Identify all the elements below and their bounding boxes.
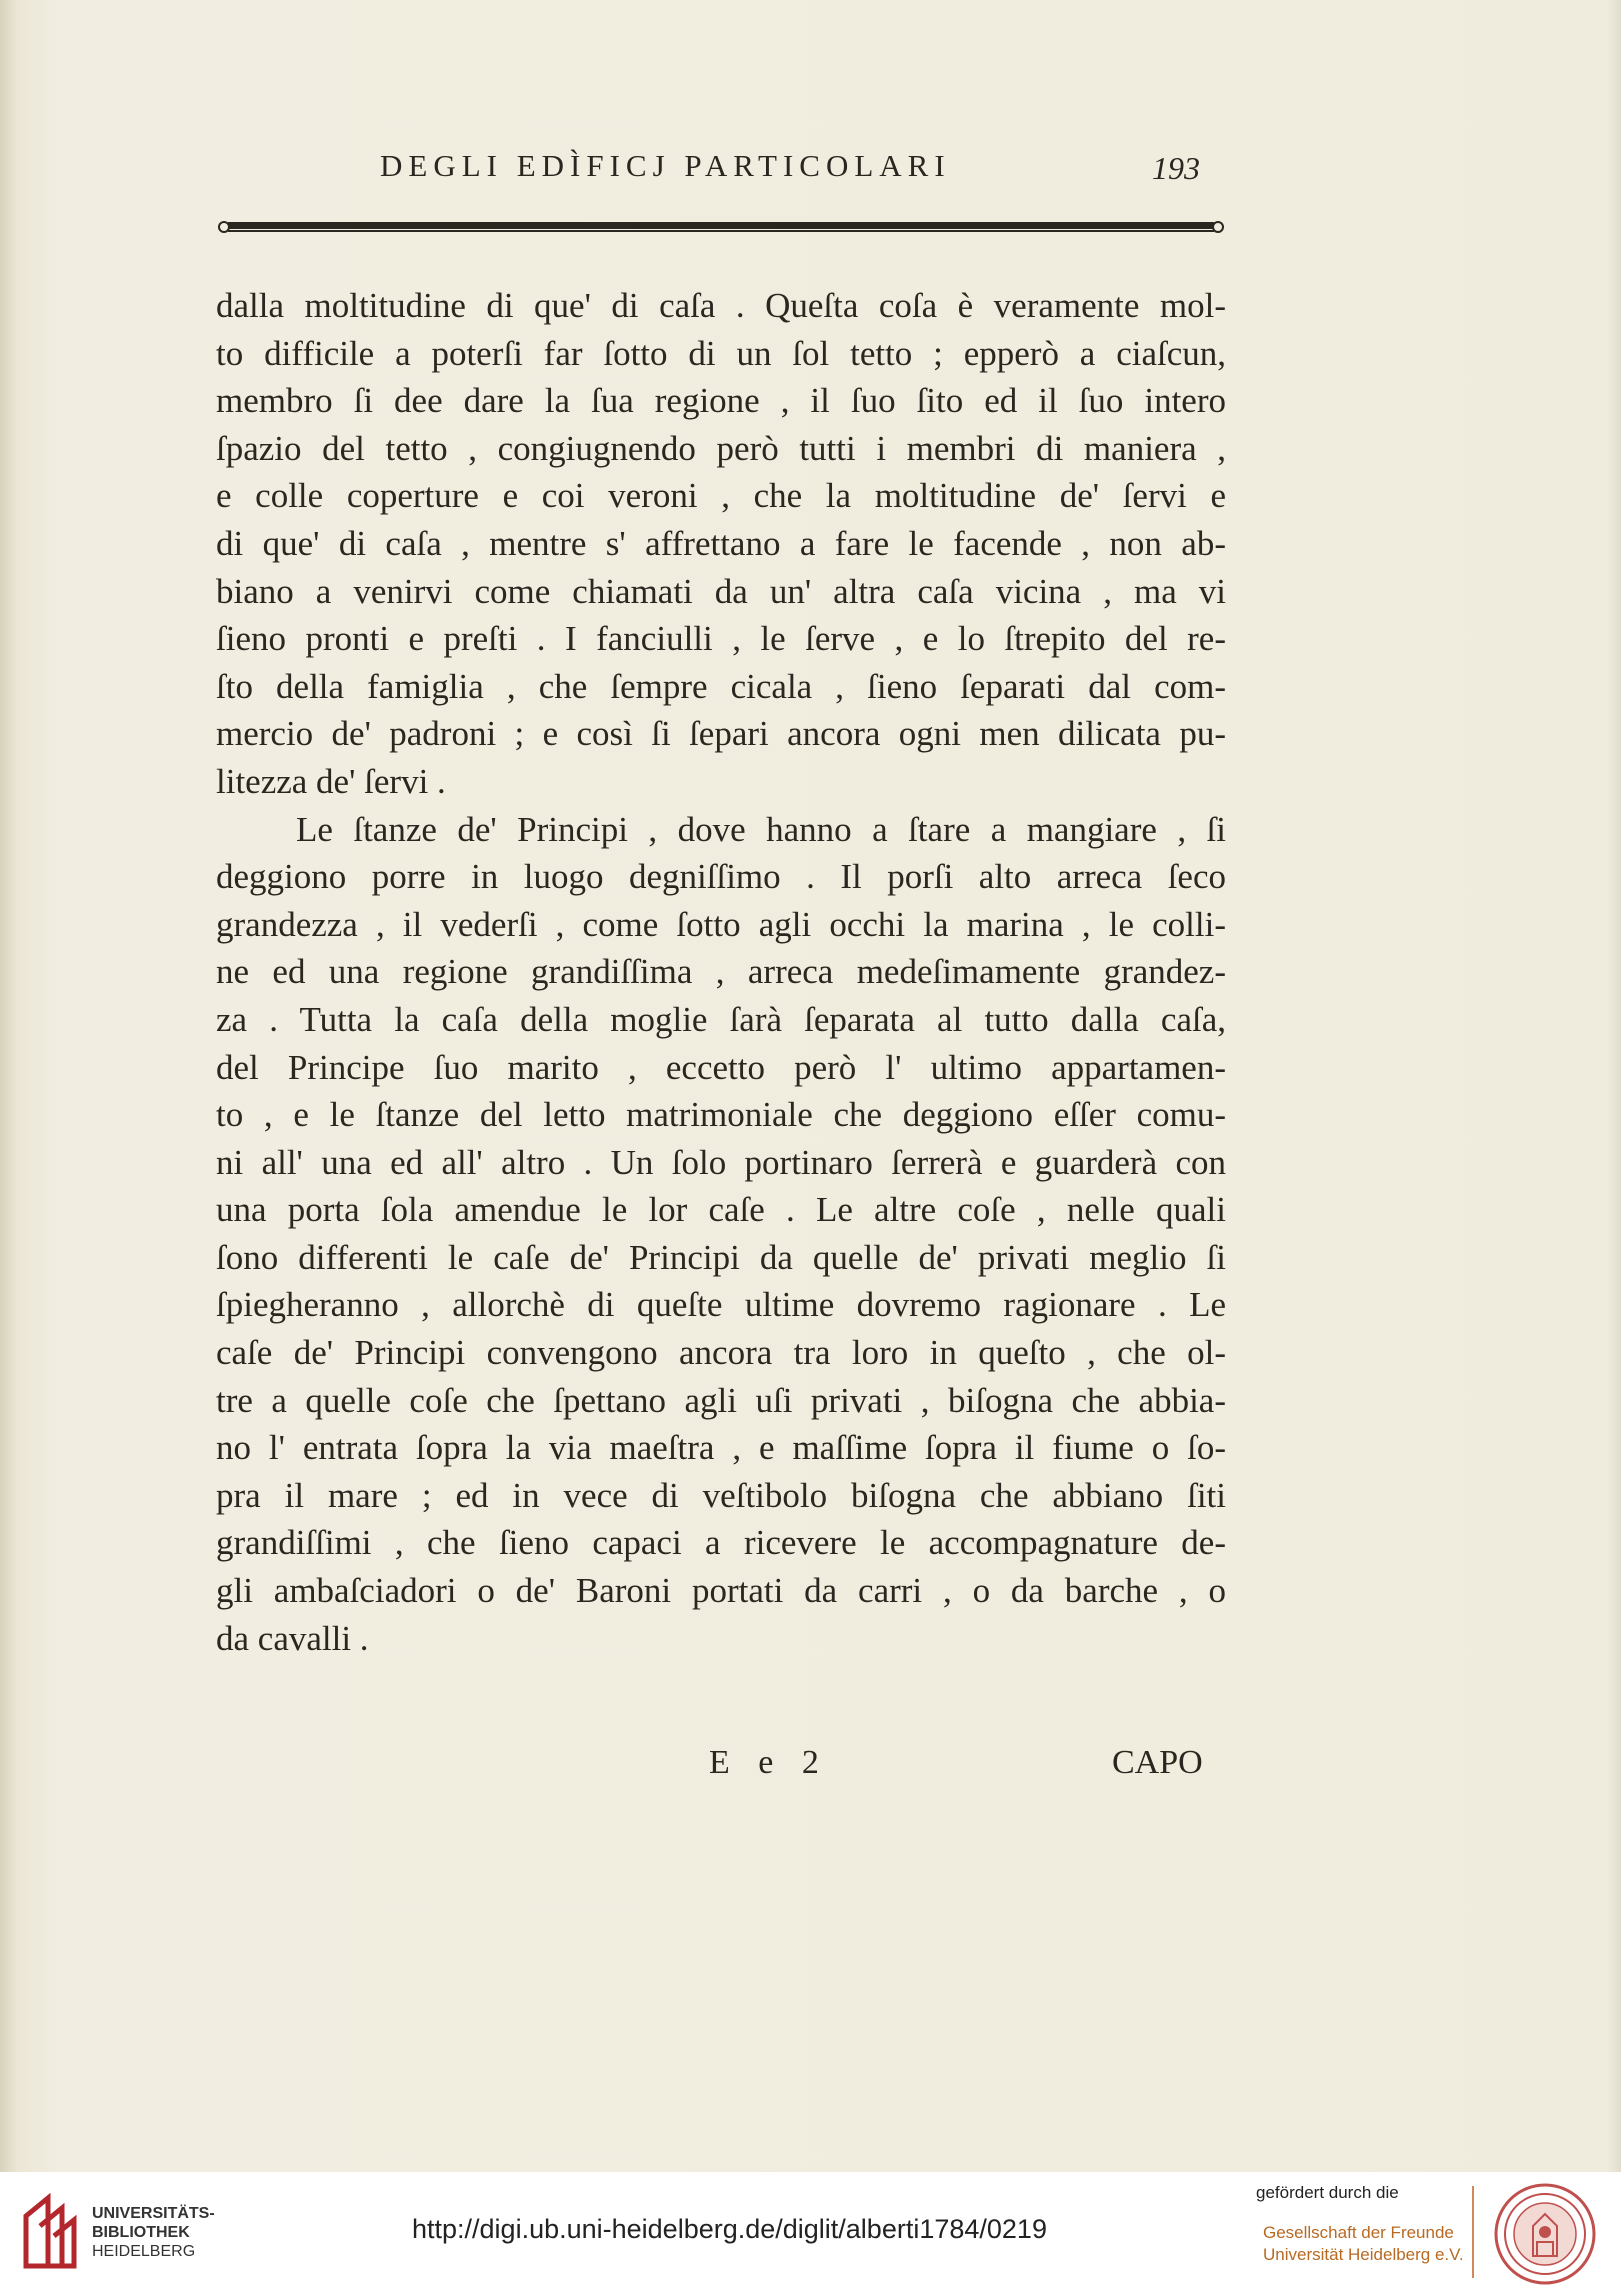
- page-number: 193: [1152, 150, 1200, 186]
- body-text: [216, 282, 1226, 1662]
- sponsor-name: Gesellschaft der Freunde Universität Heidelberg e.V.: [1263, 2223, 1464, 2264]
- viewer-footer: [0, 2172, 1621, 2291]
- text-line: ſieno pronti e preſti . I fanciulli , le ſerve , e lo ſtrepito del re-: [216, 619, 1226, 659]
- text-line: dalla moltitudine di que' di caſa . Queſta coſa è veramente mol-: [216, 286, 1226, 325]
- text-line: no l' entrata ſopra la via maeſtra , e maſſime ſopra il fiume o ſo-: [216, 1428, 1226, 1468]
- text-line: di que' di caſa , mentre s' affrettano a fare le facende , non ab-: [216, 523, 1226, 563]
- text-line: biano a venirvi come chiamati da un' altra caſa vicina , ma vi: [216, 571, 1226, 611]
- running-title: DEGLI EDÌFICJ PARTICOLARI: [380, 148, 951, 183]
- text-line: ni all' una ed all' altro . Un ſolo portinaro ſerrerà e guarderà con: [216, 1142, 1226, 1182]
- text-line: membro ſi dee dare la ſua regione , il ſuo ſito ed il ſuo intero: [216, 381, 1226, 421]
- text-line: deggiono porre in luogo degniſſimo . Il porſi alto arreca ſeco: [216, 857, 1226, 897]
- text-line: del Principe ſuo marito , eccetto però l' ultimo appartamen-: [216, 1047, 1226, 1087]
- text-line: e colle coperture e coi veroni , che la moltitudine de' ſervi e: [216, 476, 1226, 516]
- text-line: mercio de' padroni ; e così ſi ſepari ancora ogni men dilicata pu-: [216, 714, 1226, 754]
- text-line: gli ambaſciadori o de' Baroni portati da carri , o da barche , o: [216, 1571, 1226, 1611]
- ornamental-rule: [218, 220, 1224, 234]
- text-line: una porta ſola amendue le lor caſe . Le altre coſe , nelle quali: [216, 1190, 1226, 1230]
- university-seal-icon: [1493, 2182, 1597, 2286]
- text-line: da cavalli .: [216, 1618, 369, 1658]
- text-line: pra il mare ; ed in vece di veſtibolo biſogna che abbiano ſiti: [216, 1475, 1226, 1515]
- text-line: ſpazio del tetto , congiugnendo però tutti i membri di maniera ,: [216, 428, 1226, 468]
- text-line: ſto della famiglia , che ſempre cicala , ſieno ſeparati dal com-: [216, 666, 1226, 706]
- text-line: ſono differenti le caſe de' Principi da quelle de' privati meglio ſi: [216, 1237, 1226, 1277]
- signature-mark: E e 2: [709, 1744, 829, 1781]
- text-line: to , e le ſtanze del letto matrimoniale che deggiono eſſer comu-: [216, 1095, 1226, 1135]
- footer-divider: [1472, 2186, 1474, 2278]
- library-name: UNIVERSITÄTS- BIBLIOTHEK HEIDELBERG: [92, 2205, 215, 2260]
- text-line: ſpiegheranno , allorchè di queſte ultime dovremo ragionare . Le: [216, 1285, 1226, 1325]
- text-line: to difficile a poterſi far ſotto di un ſol tetto ; epperò a ciaſcun,: [216, 333, 1226, 373]
- text-line: litezza de' ſervi .: [216, 761, 446, 801]
- funded-by-label: gefördert durch die: [1256, 2183, 1399, 2202]
- text-line: caſe de' Principi convengono ancora tra loro in queſto , che ol-: [216, 1333, 1226, 1373]
- permalink-url[interactable]: http://digi.ub.uni-heidelberg.de/diglit/alberti1784/0219: [412, 2214, 1047, 2244]
- paragraph-start: Le ſtanze de' Principi , dove hanno a ſtare a mangiare , ſi: [296, 809, 1226, 849]
- catchword: CAPO: [1112, 1744, 1203, 1781]
- text-line: grandiſſimi , che ſieno capaci a ricevere le accompagnature de-: [216, 1523, 1226, 1563]
- text-line: ne ed una regione grandiſſima , arreca medeſimamente grandez-: [216, 952, 1226, 992]
- text-line: za . Tutta la caſa della moglie ſarà ſeparata al tutto dalla caſa,: [216, 999, 1226, 1039]
- text-line: tre a quelle coſe che ſpettano agli uſi privati , biſogna che abbia-: [216, 1380, 1226, 1420]
- library-logo-icon: [18, 2190, 78, 2274]
- text-line: grandezza , il vederſi , come ſotto agli occhi la marina , le colli-: [216, 904, 1226, 944]
